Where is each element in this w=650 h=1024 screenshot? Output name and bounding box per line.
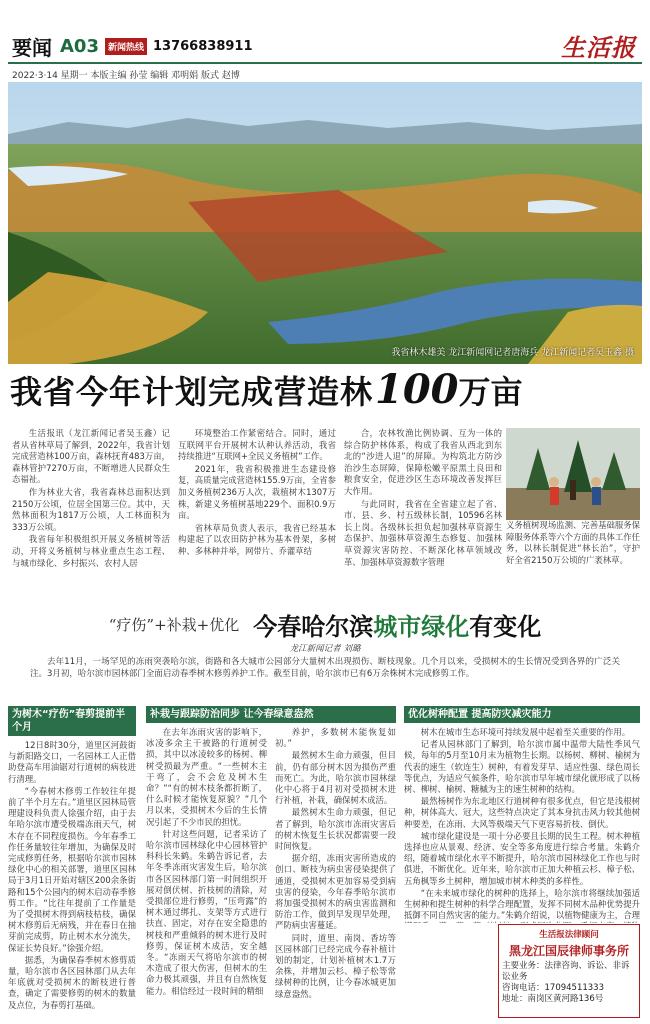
headline-main-part1: 我省今年计划完成营造林 (10, 373, 374, 411)
masthead (8, 0, 642, 64)
article2-paragraph: 同时，道里、南岗、香坊等区园林部门已经完成今春补植计划的制定，计划补植树木1.7万余株，并增加云杉、樟子松等常绿树种的比例，让今春冰城更加绿意盎然。 (275, 932, 396, 999)
article2-paragraph: 据介绍，冻雨灾害所造成的创口、断枝为病虫害侵染提供了通道，受损树木更加容易受到病虫害的侵染，今年春季哈尔滨市将加强受损树木的病虫害监测和防治工作，做到早发现早处理，严防病虫害蔓延。 (275, 853, 396, 931)
section-name: 要闻 (12, 36, 52, 60)
tree-planting-caption: 义务植树现场监测、完善基础服务保障服务体系等六个方面的具体工作任务，以林长制促进“林长治”，守护好全省2150万公顷的广袤林草。 (506, 520, 640, 565)
ad-title: 生活报法律顾问 (539, 930, 599, 940)
article1-body (12, 428, 502, 596)
article2-col4 (404, 727, 640, 923)
article2-paragraph: 据悉，为确保春季树木修剪质量，哈尔滨市各区园林部门从去年年底就对受损树木的断枝进行普查，确定了需要修剪的树木的数量及点位，为春剪打基础。 (8, 954, 136, 1010)
hero-caption: 我省林木雄美 龙江新闻网记者唐海兵 龙江新闻记者吴玉鑫 摄 (391, 348, 634, 358)
article1-col1 (12, 428, 170, 596)
article2-paragraph: 在去年冻雨灾害的影响下，冰凌多余主干被路的行道树受损，其中以冰凌较多的杨树、柳树受损最为严重。“一些树木主干弯了，会不会危及树木生命？”“有的树木枝条都折断了，什么时候才能恢复原貌？”几个月以来，受损树木今后的生长情况引起了不少市民的担忧。 (146, 727, 267, 827)
subheading-optimization: 优化树种配置 提高防灾减灾能力 (404, 706, 640, 723)
hotline-number: 13766838911 (153, 39, 253, 54)
article2-section1 (8, 706, 136, 1016)
headline-main-unit: 万亩 (458, 373, 523, 411)
headline-second-highlight: 城市绿化 (373, 612, 470, 641)
headline-second-kicker: “疗伤”+补栽+优化 (108, 615, 240, 634)
hotline-label: 新闻热线 (105, 38, 147, 55)
article2-col5 (404, 924, 492, 1018)
article2-paragraph: 城市绿化建设是一项十分必要且长期的民生工程。树木种植选择也应从景观、经济、安全等多角度进行综合考量。朱鹤介绍，随着城市绿化水平不断提升，哈尔滨市园林绿化工作也与时俱进，不断优化。近年来，哈尔滨市正加大种植云杉、樟子松、五角枫等乡土树种，增加城市树木种类的多样性。 (404, 830, 640, 886)
article2-lead: 去年11月，一场罕见的冻雨突袭哈尔滨，街路和各大城市公园部分大量树木出现损伤、断枝现象。几个月以来，受损树木的生长情况受到各界的广泛关注。3月初，哈尔滨市园林部门全面启动春季树木修剪养护工作。截至目前，哈尔滨市已有6万余株树木完成修剪工作。 (30, 657, 620, 679)
article1-paragraph: 我省每年积极组织开展义务植树等活动，开将义务植树与林业重点生态工程、与城市绿化、乡村振兴、农村人居 (12, 534, 170, 568)
tree-planting-image (506, 428, 640, 520)
article1-paragraph: 合，农林牧渔比例协调、互为一体的综合防护林体系，构成了我省从西北到东北的“沙进人退”的屏障。为构筑北方防沙治沙生态屏障，保障松嫩平原黑土良田和粮食安全，促进沙区生态环境改善发挥巨大作用。 (344, 428, 502, 496)
section-header (12, 32, 253, 61)
article2-paragraph: 树木在城市生态环境可持续发展中起着至关重要的作用。 (420, 727, 631, 737)
article2-paragraph: 针对这些问题，记者采访了哈尔滨市园林绿化中心园林管护科科长朱鹤。朱鹤告诉记者，去年冬季冻雨灾害发生后，哈尔滨市各区园林部门第一时间组织开展对倒伏树、折枝树的清除，对受损部位进行修剪，“压弯露”的树木通过绑扎、支架等方式进行扶直、固定，对存在安全隐患的树枝和严重倾斜的树木进行及时修剪，保证树木成活，安全越冬。“冻雨天气将哈尔滨市的树木造成了很大伤害，但树木的生命力极其顽强，并且有自然恢复能力。相信经过一段时间的精细 (146, 828, 267, 996)
article2-paragraph: “在未来城市绿化的树种的选择上，哈尔滨市将继续加强适生树种和提生树种的科学合理配置，发挥不同树木品种优势提升抵御不同自然灾害的能力。”朱鹤介绍说，以植物健康为主，合理 (404, 887, 640, 921)
paper-logo: 生活报 (561, 33, 636, 62)
law-firm-ad (498, 924, 640, 1018)
article1-col2 (178, 428, 336, 596)
article2-paragraph: 最然树木生命力顽强，但记者了解到，哈尔滨市冻雨灾害后的树木恢复生长状况都需要一段时间恢复。 (275, 807, 396, 852)
tree-planting-photo (506, 428, 640, 520)
hero-photo (8, 82, 642, 364)
article1-paragraph: 2021年，我省积极推进生态建设修复，高质量完成营造林155.9万亩，全省参加义务植树236万人次，栽植树木1307万株，新建义务植树基地229个、面积0.9万亩。 (178, 463, 336, 521)
ad-address: 地址：南岗区黄河路136号 (502, 994, 604, 1004)
subheading-replanting: 补栽与跟踪防治同步 让今春绿意盎然 (146, 706, 396, 723)
article2-section2-columns (146, 727, 396, 1023)
article2-paragraph: 养护，多数树木能恢复如初。” (275, 727, 396, 749)
headline-second-title (253, 607, 541, 642)
dateline: 2022·3·14 星期一 本版主编 孙莹 编辑 邓明娟 版式 赵博 (12, 71, 240, 81)
ad-business: 主要业务：法律咨询、诉讼、非诉讼业务 (502, 961, 630, 982)
article2-paragraph: “今春树木修剪工作较往年提前了半个月左右。”道里区园林局管理建设科负责人徐强介绍，由于去年哈尔滨市遭受极端冻雨天气，树木存在不同程度损伤。今年春季工作任务量较往年增加，为确保及时完成修剪任务，根据哈尔滨市园林绿化中心的相关部署，道里区园林局于3月1日开始对辖区200余条街路和15个公园内的树木启动春季修剪工作。“比往年提前了工作量是为了受损树木得到病枝枯枝，确保树木修剪后无病残，并在春日在抽芽前完成剪，防止树木水分流失，保证长势良好。”徐强介绍。 (8, 785, 136, 953)
headline-second-part3: 有变化 (469, 612, 542, 641)
article2-col1 (8, 740, 136, 1024)
headline-main-number: 100 (375, 366, 459, 413)
article1-paragraph: 环境整治工作紧密结合。同时，通过互联网平台开展树木认种认养活动，我省持续推进“互联网+全民义务植树”工作。 (178, 428, 336, 462)
ad-phone: 咨询电话：17094511333 (502, 983, 604, 993)
page-number: A03 (60, 36, 99, 57)
headline-main (10, 366, 523, 424)
article1-paragraph: 作为林业大省，我省森林总面积达到2150万公顷，位居全国第三位。其中，天然林面积为1817万公顷，人工林面积为333万公顷。 (12, 486, 170, 532)
headline-second-part1: 今春哈尔滨 (253, 612, 374, 641)
article2-section3 (404, 706, 640, 920)
article1-col3 (344, 428, 502, 596)
article2-byline: 龙江新闻记者 刘璐 (289, 644, 361, 654)
headline-second (10, 604, 640, 644)
landscape-image (8, 82, 642, 364)
article1-paragraph: 生活报讯（龙江新闻记者吴玉鑫）记者从省林草局了解到，2022年，我省计划完成营造林100万亩，森林抚育483万亩，森林管护7270万亩，不断增进人民群众生态福祉。 (12, 428, 170, 485)
article1-paragraph: 省林草局负责人表示，我省已经基本构建起了以农田防护林为基本骨架，多树种、多林种并举，网带片、乔灌草结 (178, 522, 336, 556)
article2-paragraph: 最然树木生命力顽强，但目前，仍有部分树木因为损伤严重而死亡。为此，哈尔滨市园林绿化中心将于4月初对受损树木进行补植，补栽，确保树木成活。 (275, 750, 396, 806)
article2-paragraph: 最然杨树作为东北地区行道树种有很多优点，但它是浅根树种，树体高大、冠大，这些特点决定了其本身抗击风力较其他树种要差，在冻雨、大风等极端天气下更容易折枝、倒伏。 (404, 796, 640, 829)
article2-paragraph: 记者从园林部门了解到，哈尔滨市属中温带大陆性季风气候，每年的5月至10月末为植物生长期。以杨树、柳树、榆树为代表的速生（软连生）树种，有着发芽早、适应性强、绿色周长等优点，为适应气候条件，哈尔滨市早年城市绿化就形成了以杨树、柳树、榆树、糖槭为主的速生树种的结构。 (404, 739, 640, 795)
article2-paragraph: 12日8时30分，道里区河鼓街与新阳路交口，一名园林工人正借助登高车用油锯对行道树的病枝进行清理。 (8, 740, 136, 784)
subheading-pruning: 为树木“疗伤”春剪提前半个月 (8, 706, 136, 736)
article2-col3 (275, 727, 396, 1023)
article2-col2 (146, 727, 267, 1023)
article2-section2 (146, 706, 396, 1016)
article1-paragraph: 与此同时，我省在全省建立起了省、市、县、乡、村五级林长制，10596名林长上岗。各级林长担负起加强林草资源生态保护、加强林草资源生态修复、加强林草资源灾害防控、不断深化林草领域改革、加强林草资源数字管理 (344, 498, 502, 567)
ad-firm-name: 黑龙江国辰律师事务所 (508, 944, 629, 958)
